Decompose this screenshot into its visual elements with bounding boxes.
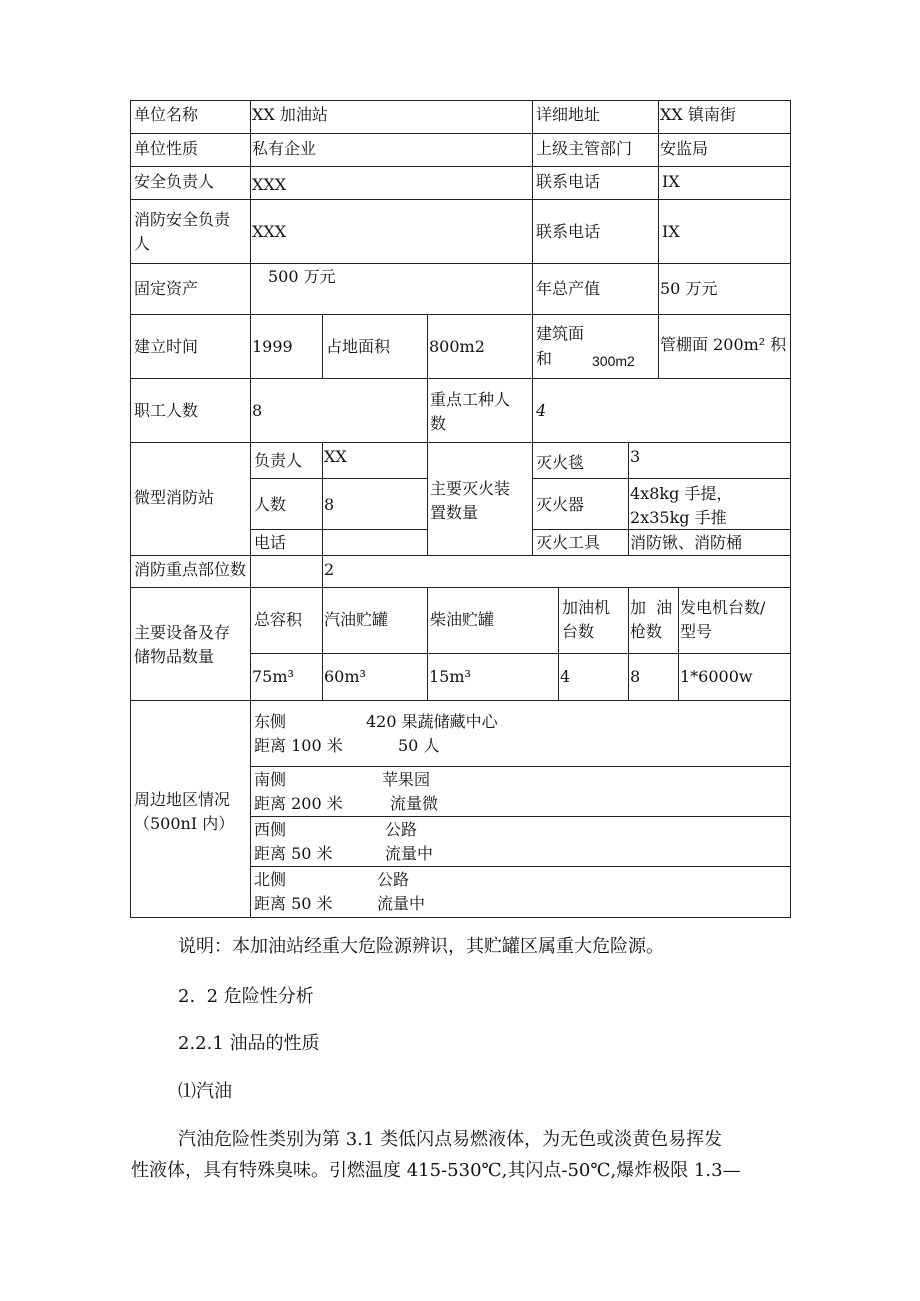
storage-value-diesel: 15m³ (429, 667, 471, 686)
assets-value: 500 万元 (268, 267, 336, 286)
body-paragraph-line-1: 汽油危险性类别为第 3.1 类低闪点易燃液体，为无色或淡黄色易挥发 (178, 1129, 723, 1150)
note-paragraph: 说明：本加油站经重大危险源辨识，其贮罐区属重大危险源。 (178, 936, 664, 957)
north-target: 公路 (377, 870, 410, 889)
south-target: 苹果园 (382, 770, 431, 789)
south-flow: 流量微 (390, 794, 439, 813)
station-leader-label: 负责人 (254, 451, 303, 470)
storage-header-total: 总容积 (254, 610, 303, 629)
storage-header-diesel: 柴油贮罐 (430, 610, 495, 629)
address-label: 详细地址 (536, 105, 601, 124)
safety-value: XXX (252, 175, 287, 194)
storage-header-generator-1: 发电机台数/ (680, 598, 766, 617)
key-staff-label-1: 重点工种人 (430, 390, 511, 409)
storage-value-dispensers: 4 (560, 667, 571, 686)
blanket-value: 3 (630, 447, 641, 466)
key-staff-value: 4 (536, 401, 547, 420)
fire-safety-label-1: 消防安全负责 (134, 210, 231, 229)
east-distance: 距离 100 米 (254, 736, 343, 755)
storage-label-2: 储物品数量 (134, 647, 215, 666)
body-paragraph-line-2: 性液体，具有特殊臭味。引燃温度 415-530℃,其闪点-50℃,爆炸极限 1.3— (131, 1160, 741, 1181)
west-distance: 距离 50 米 (254, 844, 333, 863)
build-area-label-2: 和 (536, 349, 553, 368)
west-flow: 流量中 (385, 844, 434, 863)
staff-value: 8 (252, 401, 263, 420)
key-parts-value: 2 (324, 560, 335, 579)
extinguisher-value-1: 4x8kg 手提， (630, 484, 733, 503)
storage-header-gasoline: 汽油贮罐 (324, 610, 389, 629)
key-staff-label-2: 数 (430, 414, 447, 433)
station-label: 微型消防站 (134, 488, 215, 507)
output-label: 年总产值 (536, 279, 601, 298)
station-leader-value: XX (324, 447, 347, 466)
storage-label-1: 主要设备及存 (134, 623, 231, 642)
build-area-label-1: 建筑面 (536, 324, 585, 343)
address-value: XX 镇南街 (660, 105, 736, 124)
area-value: 800m2 (429, 337, 485, 356)
tools-label: 灭火工具 (536, 533, 601, 552)
storage-value-guns: 8 (630, 667, 641, 686)
storage-header-guns-2: 枪数 (630, 622, 663, 641)
surround-label-1: 周边地区情况 (134, 790, 231, 809)
extinguisher-value-2: 2x35kg 手推 (630, 508, 727, 527)
station-count-value: 8 (324, 495, 335, 514)
north-side: 北侧 (254, 870, 287, 889)
east-people: 50 人 (398, 736, 440, 755)
south-distance: 距离 200 米 (254, 794, 343, 813)
north-flow: 流量中 (377, 894, 426, 913)
tools-value: 消防锹、消防桶 (630, 533, 743, 552)
blanket-label: 灭火毯 (536, 453, 585, 472)
east-side: 东侧 (254, 712, 287, 731)
nature-label: 单位性质 (134, 139, 199, 158)
assets-label: 固定资产 (134, 279, 199, 298)
key-parts-label: 消防重点部位数 (134, 560, 247, 579)
output-value: 50 万元 (660, 279, 718, 298)
west-side: 西侧 (254, 820, 287, 839)
station-count-label: 人数 (254, 495, 287, 514)
unit-name-label: 单位名称 (134, 105, 199, 124)
subsection-heading: 2.2.1 油品的性质 (178, 1033, 320, 1054)
station-equip-label-1: 主要灭火装 (430, 479, 511, 498)
section-heading: 2. 2 危险性分析 (178, 986, 314, 1007)
built-value: 1999 (252, 337, 293, 356)
safety-label: 安全负责人 (134, 172, 215, 191)
extinguisher-label: 灭火器 (536, 495, 585, 514)
west-target: 公路 (385, 820, 418, 839)
phone-label-1: 联系电话 (536, 172, 601, 191)
dept-label: 上级主管部门 (536, 139, 633, 158)
area-label: 占地面积 (326, 337, 391, 356)
north-distance: 距离 50 米 (254, 894, 333, 913)
south-side: 南侧 (254, 770, 287, 789)
phone-label-2: 联系电话 (536, 222, 601, 241)
item-heading: ⑴汽油 (178, 1081, 232, 1102)
storage-header-dispensers-2: 台数 (562, 622, 595, 641)
east-target: 420 果蔬储藏中心 (366, 712, 498, 731)
phone-value-1: IX (662, 172, 680, 191)
station-tel-label: 电话 (254, 533, 287, 552)
storage-header-generator-2: 型号 (680, 622, 713, 641)
fire-safety-value: XXX (252, 222, 287, 241)
storage-value-generator: 1*6000w (680, 667, 753, 686)
storage-header-guns-1: 加 油 (630, 598, 673, 617)
storage-value-gasoline: 60m³ (324, 667, 366, 686)
phone-value-2: IX (662, 222, 680, 241)
storage-value-total: 75m³ (252, 667, 294, 686)
staff-label: 职工人数 (134, 401, 199, 420)
storage-header-dispensers-1: 加油机 (562, 598, 611, 617)
station-equip-label-2: 置数量 (430, 503, 479, 522)
fire-safety-label-2: 人 (134, 234, 151, 253)
built-label: 建立时间 (134, 337, 199, 356)
dept-value: 安监局 (660, 139, 709, 158)
nature-value: 私有企业 (252, 139, 317, 158)
build-area-value: 300m2 (592, 353, 635, 369)
canopy-area: 管棚面 200m² 积 (660, 335, 787, 354)
surround-label-2: （500nI 内） (134, 814, 235, 833)
unit-name-value: XX 加油站 (252, 105, 328, 124)
